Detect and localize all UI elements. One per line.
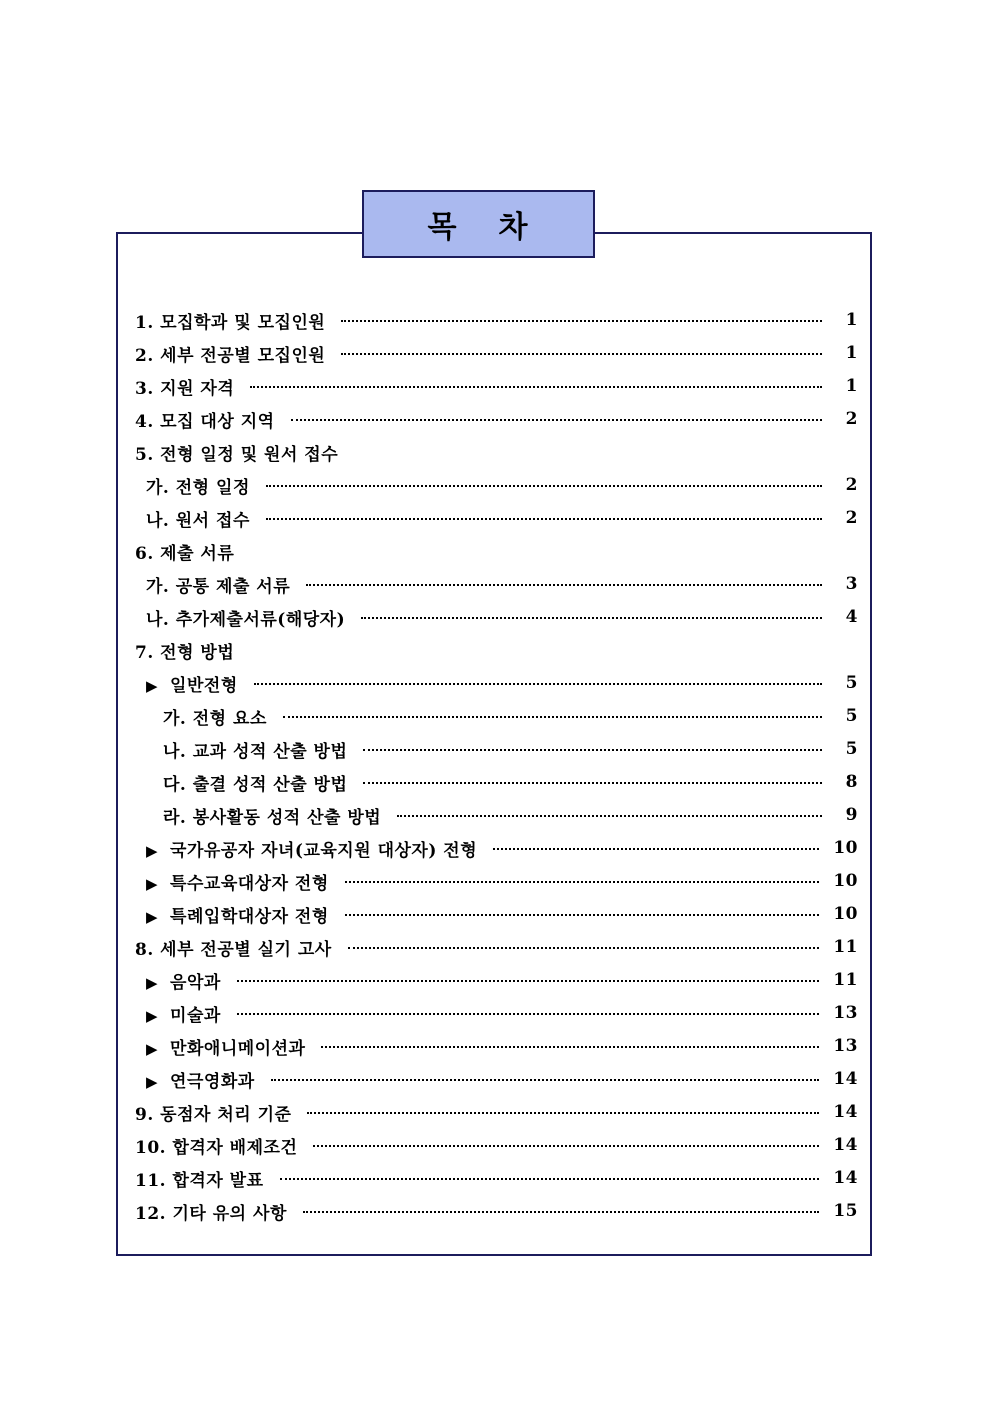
toc-entry-label	[135, 308, 325, 333]
toc-entry[interactable]	[146, 965, 858, 995]
toc-title-first: 목	[427, 210, 459, 245]
toc-leader-dots	[493, 848, 819, 850]
toc-entry-text: 특수교육대상자 전형	[170, 873, 329, 894]
toc-leader-dots	[280, 1178, 820, 1180]
triangle-bullet-icon: ▶	[146, 907, 159, 926]
toc-page-number: 10	[833, 871, 858, 891]
toc-entry-label	[146, 1034, 305, 1059]
toc-entry-label	[146, 671, 238, 696]
toc-entry-label	[135, 1100, 291, 1125]
toc-entry-label	[135, 1133, 297, 1158]
toc-entry[interactable]	[135, 1130, 858, 1160]
toc-leader-dots	[271, 1079, 820, 1081]
toc-page-number: 10	[833, 904, 858, 924]
toc-entry-label	[146, 605, 345, 630]
toc-entry-text: 2. 세부 전공별 모집인원	[135, 345, 326, 366]
toc-page-number: 14	[833, 1168, 858, 1188]
triangle-bullet-icon: ▶	[146, 874, 159, 893]
toc-entry[interactable]	[135, 437, 858, 467]
toc-entry-label	[135, 407, 275, 432]
toc-page-number: 1	[845, 310, 858, 330]
toc-entry[interactable]	[146, 866, 858, 896]
toc-entry-text: 미술과	[170, 1005, 221, 1026]
triangle-bullet-icon: ▶	[146, 1006, 159, 1025]
toc-page-number: 14	[833, 1135, 858, 1155]
toc-entry-text: 6. 제출 서류	[135, 543, 235, 564]
toc-leader-dots	[345, 881, 820, 883]
toc-entry[interactable]	[146, 998, 858, 1028]
toc-entry-label	[146, 1067, 255, 1092]
toc-entry-text: 9. 동점자 처리 기준	[135, 1104, 292, 1125]
toc-page-number: 1	[845, 376, 858, 396]
toc-page-number: 1	[845, 343, 858, 363]
toc-page-number: 14	[833, 1069, 858, 1089]
toc-leader-dots	[306, 584, 822, 586]
toc-leader-dots	[348, 947, 820, 949]
toc-leader-dots	[397, 815, 822, 817]
triangle-bullet-icon: ▶	[146, 973, 159, 992]
toc-leader-dots	[363, 782, 822, 784]
toc-entry[interactable]	[163, 701, 858, 731]
triangle-bullet-icon: ▶	[146, 1072, 159, 1091]
toc-entry-text: 12. 기타 유의 사항	[135, 1203, 287, 1224]
toc-entry-label	[135, 440, 338, 465]
toc-entry-text: 11. 합격자 발표	[135, 1170, 264, 1191]
toc-leader-dots	[254, 683, 822, 685]
toc-entry-text: 가. 전형 일정	[146, 477, 250, 498]
toc-entry-text: 4. 모집 대상 지역	[135, 411, 275, 432]
toc-entry-text: 나. 교과 성적 산출 방법	[163, 741, 348, 762]
toc-page-number: 2	[845, 508, 858, 528]
toc-leader-dots	[250, 386, 822, 388]
toc-entry[interactable]	[135, 371, 858, 401]
toc-entry-text: 음악과	[170, 972, 221, 993]
triangle-bullet-icon: ▶	[146, 841, 159, 860]
toc-entry-label	[135, 539, 234, 564]
toc-entry[interactable]	[146, 1031, 858, 1061]
toc-entry-text: 나. 추가제출서류(해당자)	[146, 609, 346, 630]
toc-entry-text: 연극영화과	[170, 1071, 255, 1092]
toc-entry-label	[146, 506, 250, 531]
toc-entry[interactable]	[146, 602, 858, 632]
toc-page-number: 11	[833, 937, 858, 957]
toc-entry[interactable]	[146, 833, 858, 863]
toc-entry-text: 10. 합격자 배제조건	[135, 1137, 298, 1158]
toc-leader-dots	[307, 1112, 819, 1114]
toc-entry[interactable]	[146, 899, 858, 929]
toc-entry-label	[163, 737, 347, 762]
toc-entry-label	[146, 968, 221, 993]
toc-leader-dots	[237, 980, 820, 982]
toc-entry-text: 8. 세부 전공별 실기 고사	[135, 939, 332, 960]
toc-leader-dots	[341, 320, 822, 322]
toc-entry-label	[135, 638, 234, 663]
toc-entry-label	[146, 572, 290, 597]
toc-page-number: 13	[833, 1036, 858, 1056]
toc-entry[interactable]	[146, 569, 858, 599]
toc-entry-text: 가. 전형 요소	[163, 708, 267, 729]
toc-entry-text: 3. 지원 자격	[135, 378, 235, 399]
toc-page-number: 14	[833, 1102, 858, 1122]
toc-entry[interactable]	[146, 503, 858, 533]
toc-page-number: 15	[833, 1201, 858, 1221]
toc-entry[interactable]	[135, 1097, 858, 1127]
toc-title-second: 차	[498, 210, 530, 245]
toc-page-number: 3	[845, 574, 858, 594]
toc-entry[interactable]	[135, 404, 858, 434]
toc-leader-dots	[345, 914, 820, 916]
toc-entry-label	[146, 473, 250, 498]
toc-page-number: 11	[833, 970, 858, 990]
toc-entry-label	[163, 770, 347, 795]
toc-entry-label	[135, 935, 332, 960]
toc-entry-label	[135, 1199, 287, 1224]
toc-entry-text: 1. 모집학과 및 모집인원	[135, 312, 326, 333]
toc-entry-text: 국가유공자 자녀(교육지원 대상자) 전형	[170, 840, 478, 861]
toc-entry-text: 다. 출결 성적 산출 방법	[163, 774, 348, 795]
toc-leader-dots	[313, 1145, 819, 1147]
toc-leader-dots	[283, 716, 822, 718]
toc-entry[interactable]	[163, 767, 858, 797]
toc-leader-dots	[291, 419, 822, 421]
toc-entry-text: 나. 원서 접수	[146, 510, 250, 531]
toc-entry[interactable]	[135, 305, 858, 335]
toc-entry-text: 7. 전형 방법	[135, 642, 235, 663]
toc-entry-text: 가. 공통 제출 서류	[146, 576, 291, 597]
toc-entry-text: 만화애니메이션과	[170, 1038, 306, 1059]
toc-leader-dots	[361, 617, 822, 619]
toc-page-number: 4	[845, 607, 858, 627]
toc-entry-label	[146, 902, 329, 927]
toc-leader-dots	[266, 485, 822, 487]
toc-entry-label	[163, 704, 267, 729]
toc-entry-label	[163, 803, 381, 828]
toc-page-number: 5	[845, 706, 858, 726]
triangle-bullet-icon: ▶	[146, 1039, 159, 1058]
toc-entry-text: 일반전형	[170, 675, 238, 696]
toc-page-number: 5	[845, 673, 858, 693]
toc-page-number: 2	[845, 475, 858, 495]
toc-leader-dots	[266, 518, 822, 520]
toc-entry[interactable]	[146, 668, 858, 698]
toc-entry[interactable]	[135, 338, 858, 368]
toc-entry[interactable]	[135, 536, 858, 566]
toc-leader-dots	[341, 353, 822, 355]
toc-entry[interactable]	[163, 800, 858, 830]
toc-entry[interactable]	[135, 1163, 858, 1193]
toc-title-box	[362, 190, 595, 258]
toc-entry-text: 5. 전형 일정 및 원서 접수	[135, 444, 339, 465]
toc-entry-label	[146, 869, 329, 894]
toc-entry-label	[146, 1001, 221, 1026]
toc-entry-text: 라. 봉사활동 성적 산출 방법	[163, 807, 382, 828]
toc-entry[interactable]	[135, 635, 858, 665]
toc-page-number: 2	[845, 409, 858, 429]
toc-leader-dots	[237, 1013, 820, 1015]
toc-entry[interactable]	[146, 470, 858, 500]
toc-entry[interactable]	[135, 1196, 858, 1226]
toc-leader-dots	[303, 1211, 819, 1213]
toc-leader-dots	[363, 749, 822, 751]
toc-entry[interactable]	[163, 734, 858, 764]
toc-entry-label	[135, 374, 234, 399]
toc-page-number: 5	[845, 739, 858, 759]
toc-entry-label	[146, 836, 477, 861]
toc-page-number: 8	[845, 772, 858, 792]
toc-entry[interactable]	[146, 1064, 858, 1094]
triangle-bullet-icon: ▶	[146, 676, 159, 695]
toc-entry-text: 특례입학대상자 전형	[170, 906, 329, 927]
toc-page-number: 9	[845, 805, 858, 825]
toc-entry-label	[135, 341, 325, 366]
toc-page-number: 10	[833, 838, 858, 858]
toc-entry-label	[135, 1166, 264, 1191]
toc-leader-dots	[321, 1046, 819, 1048]
toc-entry[interactable]	[135, 932, 858, 962]
toc-page-number: 13	[833, 1003, 858, 1023]
